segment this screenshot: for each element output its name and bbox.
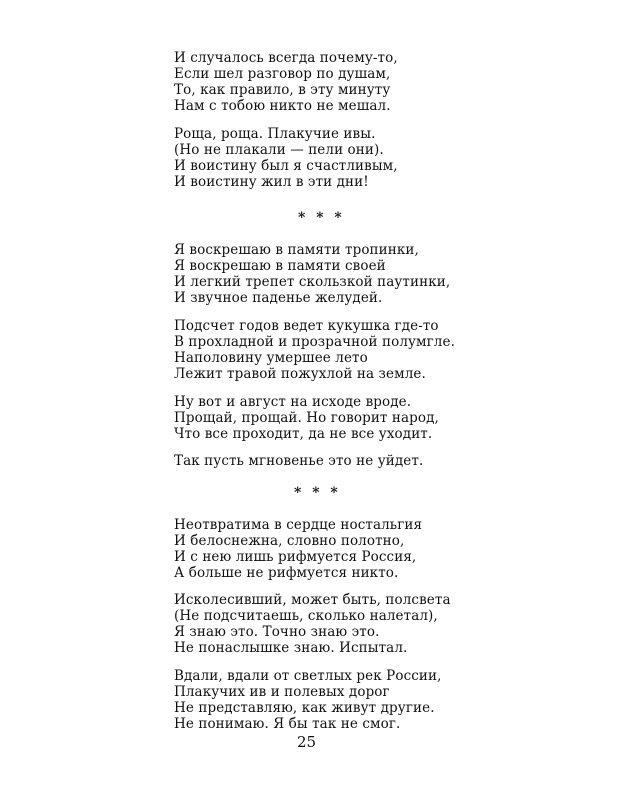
poem-line: Подсчет годов ведет кукушка где-то	[174, 318, 439, 334]
poem-line: Неотвратима в сердце ностальгия	[174, 517, 423, 533]
poem-line: И воистину был я счастливым,	[174, 158, 398, 174]
poem-line: И воистину жил в эти дни!	[174, 174, 369, 190]
section-separator: * * *	[294, 485, 341, 501]
poem-line: Плакучих ив и полевых дорог	[174, 684, 390, 700]
poem-line: Не понаслышке знаю. Испытал.	[174, 640, 408, 656]
poem-line: И звучное паденье желудей.	[174, 290, 383, 306]
poem-line: И легкий трепет скользкой паутинки,	[174, 274, 451, 290]
poem-line: Наполовину умершее лето	[174, 350, 368, 366]
poem-line: Прощай, прощай. Но говорит народ,	[174, 410, 439, 426]
poem-line: В прохладной и прозрачной полумгле.	[174, 334, 455, 350]
section-separator: * * *	[298, 210, 345, 226]
poem-line: А больше не рифмуется никто.	[174, 565, 399, 581]
poem-line: Что все проходит, да не все уходит.	[174, 426, 433, 442]
poem-line: И случалось всегда почему-то,	[174, 50, 398, 66]
poem-line: Я воскрешаю в памяти своей	[174, 258, 386, 274]
poem-line: Роща, роща. Плакучие ивы.	[174, 126, 376, 142]
page-number: 25	[297, 733, 317, 751]
poem-line: Нам с тобою никто не мешал.	[174, 98, 391, 114]
poem-line: И белоснежна, словно полотно,	[174, 533, 405, 549]
poem-line: Не понимаю. Я бы так не смог.	[174, 716, 401, 732]
poem-line: Я воскрешаю в памяти тропинки,	[174, 242, 419, 258]
poem-line: Так пусть мгновенье это не уйдет.	[174, 453, 424, 469]
poem-line: То, как правило, в эту минуту	[174, 82, 391, 98]
poem-line: Лежит травой пожухлой на земле.	[174, 366, 426, 382]
poem-line: Вдали, вдали от светлых рек России,	[174, 668, 442, 684]
poem-line: Я знаю это. Точно знаю это.	[174, 624, 380, 640]
poem-line: И с нею лишь рифмуется Россия,	[174, 549, 417, 565]
poem-line: Ну вот и август на исходе вроде.	[174, 394, 412, 410]
poem-line: (Не подсчитаешь, сколько налетал),	[174, 608, 438, 624]
poem-line: Исколесивший, может быть, полсвета	[174, 592, 451, 608]
poem-line: Не представляю, как живут другие.	[174, 700, 435, 716]
poem-line: Если шел разговор по душам,	[174, 66, 391, 82]
poem-line: (Но не плакали — пели они).	[174, 142, 384, 158]
